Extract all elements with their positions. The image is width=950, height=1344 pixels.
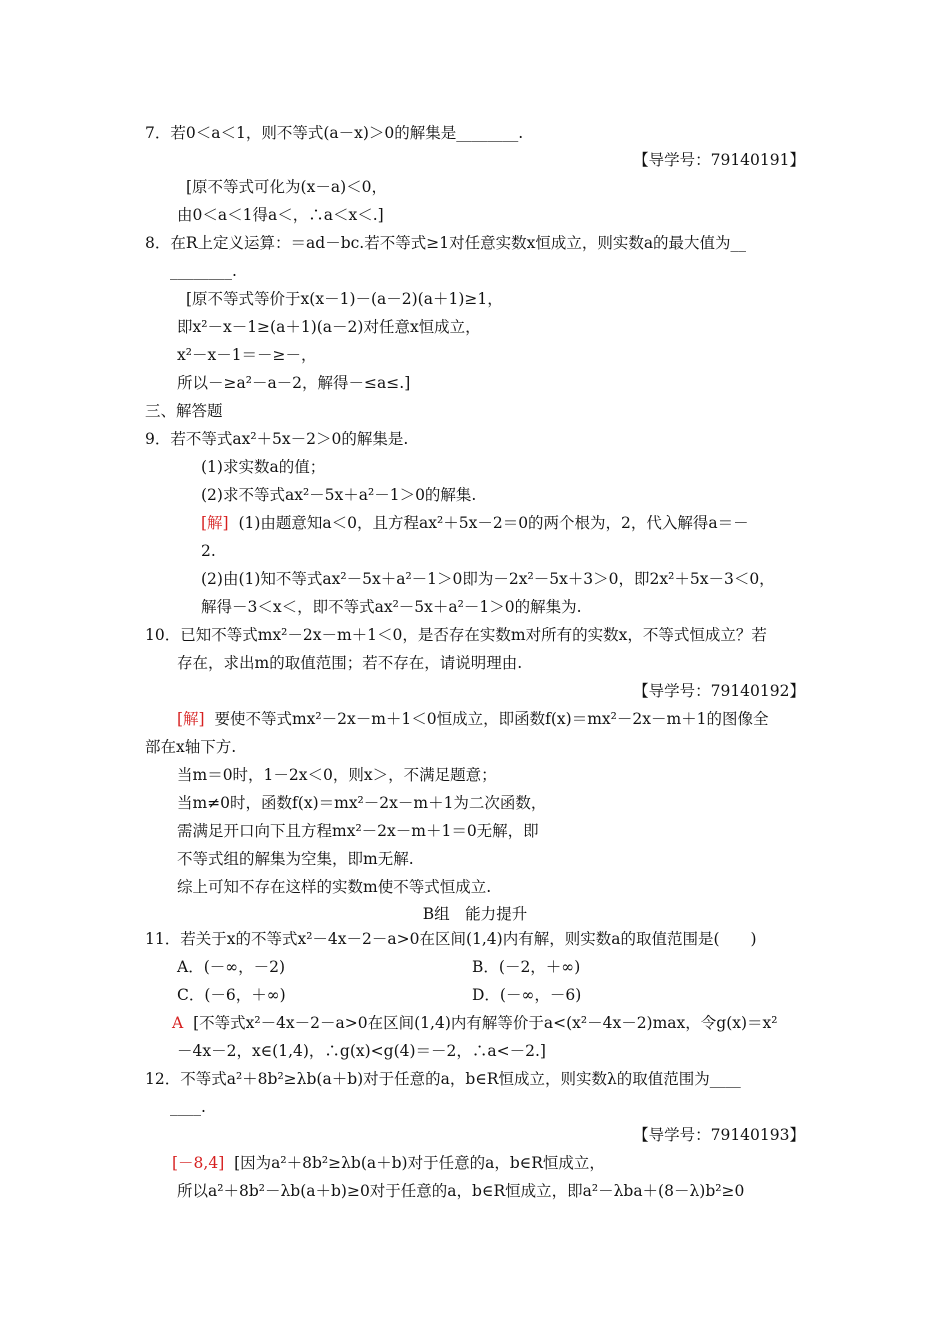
q12-text1: 12．不等式a²＋8b²≥λb(a＋b)对于任意的a，b∈R恒成立，则实数λ的取值范围为____ [145, 1070, 741, 1088]
q11-sol2: －4x－2，x∈(1,4)，∴g(x)<g(4)＝－2，∴a<－2.] [177, 1042, 546, 1060]
q10-text1: 10．已知不等式mx²－2x－m＋1＜0，是否存在实数m对所有的实数x，不等式恒成立？若 [145, 626, 767, 644]
q10-sol4: 需满足开口向下且方程mx²－2x－m＋1＝0无解，即 [177, 822, 539, 840]
q10-sol1-text: 要使不等式mx²－2x－m＋1＜0恒成立，即函数f(x)＝mx²－2x－m＋1的图像全 [214, 710, 769, 728]
q7-ans1: [原不等式可化为(x－a)＜0， [186, 178, 387, 196]
q10-sol5: 不等式组的解集为空集，即m无解. [177, 850, 414, 868]
q12-sol1-text: [因为a²＋8b²≥λb(a＋b)对于任意的a，b∈R恒成立， [234, 1154, 605, 1172]
q9-sol1-text: (1)由题意知a＜0，且方程ax²＋5x－2＝0的两个根为，2，代入解得a＝－ [238, 514, 749, 532]
section-heading: 三、解答题 [145, 402, 223, 420]
q11-option-a: A．(－∞，－2) [177, 958, 286, 976]
q10-code: 【导学号：79140192】 [633, 682, 805, 700]
q9-text: 9．若不等式ax²＋5x－2＞0的解集是. [145, 430, 409, 448]
answer-tag: A [172, 1014, 184, 1032]
q8-text2: ________. [170, 262, 237, 280]
q11-sol1 [172, 1013, 778, 1033]
q11-option-d: D．(－∞，－6) [472, 986, 582, 1004]
answer-tag: [－8,4] [172, 1154, 225, 1172]
solution-tag: [解] [177, 710, 205, 728]
q9-part2: (2)求不等式ax²－5x＋a²－1＞0的解集. [201, 486, 477, 504]
q9-sol2: (2)由(1)知不等式ax²－5x＋a²－1＞0即为－2x²－5x＋3＞0，即2x²＋5x－3＜0， [201, 570, 775, 588]
q12-text2: ____. [170, 1098, 206, 1116]
q12-sol2: 所以a²＋8b²－λb(a＋b)≥0对于任意的a，b∈R恒成立，即a²－λba＋(8－λ)b²≥0 [177, 1182, 745, 1200]
q10-sol2: 当m＝0时，1－2x＜0，则x＞，不满足题意； [177, 766, 497, 784]
q9-sol1 [201, 513, 749, 533]
q10-sol1-cont: 部在x轴下方. [145, 738, 237, 756]
q11-option-b: B．(－2，＋∞) [472, 958, 581, 976]
q10-text2: 存在，求出m的取值范围；若不存在，请说明理由. [177, 654, 523, 672]
q8-ans4: 所以－≥a²－a－2，解得－≤a≤.] [177, 374, 411, 392]
q8-ans2: 即x²－x－1≥(a＋1)(a－2)对任意x恒成立， [177, 318, 481, 336]
q9-part1: (1)求实数a的值； [201, 458, 326, 476]
q11-text: 11．若关于x的不等式x²－4x－2－a>0在区间(1,4)内有解，则实数a的取值范围是( ) [145, 930, 757, 948]
q10-sol6: 综上可知不存在这样的实数m使不等式恒成立. [177, 878, 492, 896]
q8-text1: 8．在R上定义运算：＝ad－bc.若不等式≥1对任意实数x恒成立，则实数a的最大值为__ [145, 234, 747, 252]
q7-code: 【导学号：79140191】 [633, 151, 805, 169]
group-b-heading: B组 能力提升 [422, 905, 528, 923]
q10-sol3: 当m≠0时，函数f(x)＝mx²－2x－m＋1为二次函数， [177, 794, 547, 812]
q9-sol2-cont: 解得－3＜x＜，即不等式ax²－5x＋a²－1＞0的解集为. [201, 598, 582, 616]
q8-ans3: x²－x－1＝－≥－， [177, 346, 317, 364]
q12-sol1 [172, 1153, 605, 1173]
q9-sol1-cont: 2. [201, 542, 216, 560]
q10-sol1 [177, 709, 769, 729]
q8-ans1: [原不等式等价于x(x－1)－(a－2)(a＋1)≥1， [186, 290, 503, 308]
q11-sol1-text: [不等式x²－4x－2－a>0在区间(1,4)内有解等价于a<(x²－4x－2)max，令g(x)＝x² [193, 1014, 778, 1032]
q11-option-c: C．(－6，＋∞) [177, 986, 286, 1004]
q12-code: 【导学号：79140193】 [633, 1126, 805, 1144]
solution-tag: [解] [201, 514, 229, 532]
q7-text: 7．若0＜a＜1，则不等式(a－x)＞0的解集是________. [145, 124, 524, 142]
q7-ans2: 由0＜a＜1得a＜，∴a＜x＜.] [177, 206, 384, 224]
